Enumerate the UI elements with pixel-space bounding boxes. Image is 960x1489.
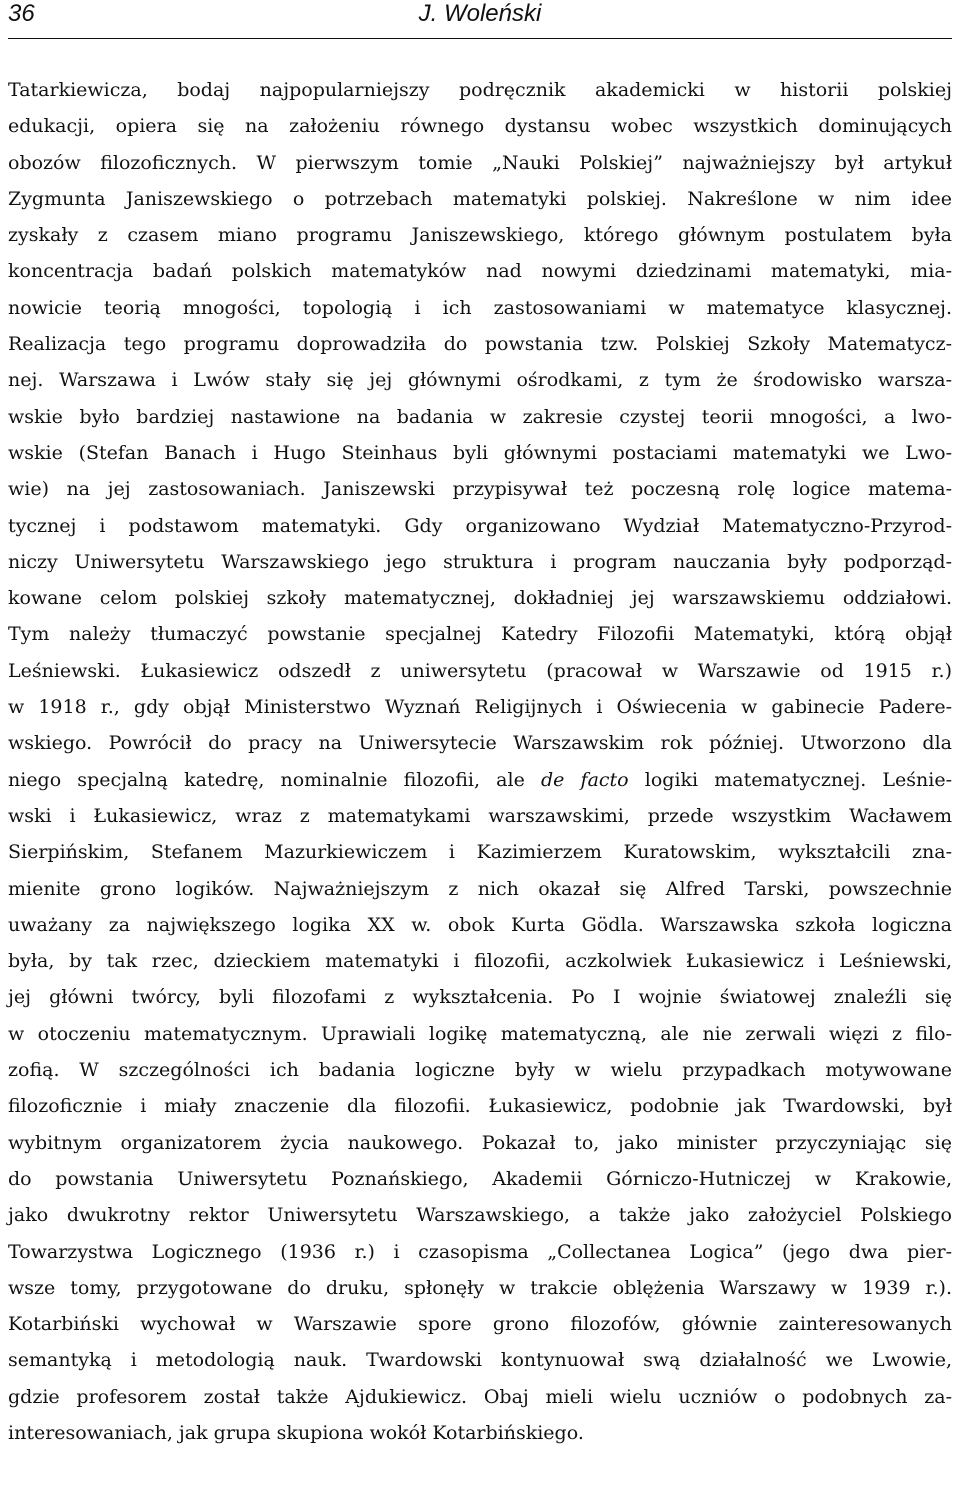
page-number: 36: [8, 0, 35, 27]
text-line: Realizacja tego programu doprowadziła do powstania tzw. Polskiej Szkoły Matematycz-: [8, 333, 952, 356]
text-line: Kotarbiński wychował w Warszawie spore grono filozofów, głównie zainteresowanych: [8, 1313, 952, 1336]
text-line: Sierpińskim, Stefanem Mazurkiewiczem i Kazimierzem Kuratowskim, wykształcili zna-: [8, 841, 952, 864]
text-line: semantyką i metodologią nauk. Twardowski kontynuował swą działalność we Lwowie,: [8, 1349, 952, 1372]
text-line: w 1918 r., gdy objął Ministerstwo Wyznań Religijnych i Oświecenia w gabinecie Padere-: [8, 696, 952, 719]
text-line: Tatarkiewicza, bodaj najpopularniejszy podręcznik akademicki w historii polskiej: [8, 79, 952, 101]
text-line: interesowaniach, jak grupa skupiona wokół Kotarbińskiego.: [8, 1421, 584, 1444]
text-line: do powstania Uniwersytetu Poznańskiego, Akademii Górniczo-Hutniczej w Krakowie,: [8, 1167, 952, 1190]
text-line: wybitnym organizatorem życia naukowego. Pokazał to, jako minister przyczyniając się: [8, 1131, 952, 1154]
text-line: niczy Uniwersytetu Warszawskiego jego struktura i program nauczania były podporząd-: [8, 550, 952, 573]
text-line: jej główni twórcy, byli filozofami z wykształcenia. Po I wojnie światowej znaleźli się: [8, 986, 952, 1009]
body-text: [8, 72, 952, 1451]
text-line: filozoficznie i miały znaczenie dla filozofii. Łukasiewicz, podobnie jak Twardowski, był: [8, 1095, 952, 1118]
text-line: wie) na jej zastosowaniach. Janiszewski przypisywał też poczesną rolę logice matema-: [8, 478, 952, 501]
text-line: wski i Łukasiewicz, wraz z matematykami warszawskimi, przede wszystkim Wacławem: [8, 804, 952, 827]
text-line: wskie (Stefan Banach i Hugo Steinhaus byli głównymi postaciami matematyki we Lwo-: [8, 441, 952, 464]
text-line: Towarzystwa Logicznego (1936 r.) i czasopisma „Collectanea Logica” (jego dwa pier-: [8, 1240, 952, 1263]
text-line: Tym należy tłumaczyć powstanie specjalnej Katedry Filozofii Matematyki, którą objął: [8, 623, 952, 646]
italic-phrase: de facto: [540, 768, 629, 791]
text-line: zofią. W szczególności ich badania logiczne były w wielu przypadkach motywowane: [8, 1059, 952, 1082]
text-line: obozów filozoficznych. W pierwszym tomie „Nauki Polskiej” najważniejszy był artykuł: [8, 151, 952, 174]
text-line: niego specjalną katedrę, nominalnie filozofii, ale de facto logiki matematycznej. Leśnie-: [8, 768, 952, 791]
text-line: była, by tak rzec, dzieckiem matematyki i filozofii, aczkolwiek Łukasiewicz i Leśniewski,: [8, 950, 952, 973]
text-line: mienite grono logików. Najważniejszym z nich okazał się Alfred Tarski, powszechnie: [8, 877, 952, 900]
text-line: tycznej i podstawom matematyki. Gdy organizowano Wydział Matematyczno-Przyrod-: [8, 514, 952, 537]
text-line: zyskały z czasem miano programu Janiszewskiego, którego głównym postulatem była: [8, 224, 952, 247]
text-line: uważany za największego logika XX w. obok Kurta Gödla. Warszawska szkoła logiczna: [8, 913, 952, 936]
text-line: w otoczeniu matematycznym. Uprawiali logikę matematyczną, ale nie zerwali więzi z filo-: [8, 1022, 952, 1045]
text-line: wskiego. Powrócił do pracy na Uniwersytecie Warszawskim rok później. Utworzono dla: [8, 732, 952, 755]
page-header: [8, 0, 952, 34]
text-line: Leśniewski. Łukasiewicz odszedł z uniwersytetu (pracował w Warszawie od 1915 r.): [8, 659, 952, 682]
header-rule: [8, 38, 952, 39]
text-line: jako dwukrotny rektor Uniwersytetu Warszawskiego, a także jako założyciel Polskiego: [8, 1204, 952, 1227]
text-line: nej. Warszawa i Lwów stały się jej głównymi ośrodkami, z tym że środowisko warsza-: [8, 369, 952, 392]
text-line: wsze tomy, przygotowane do druku, spłonęły w trakcie oblężenia Warszawy w 1939 r.).: [8, 1276, 952, 1299]
text-line: wskie było bardziej nastawione na badania w zakresie czystej teorii mnogości, a lwo-: [8, 405, 952, 428]
running-head: J. Woleński: [418, 0, 542, 27]
text-line: edukacji, opiera się na założeniu równego dystansu wobec wszystkich dominujących: [8, 115, 952, 138]
text-line: koncentracja badań polskich matematyków nad nowymi dziedzinami matematyki, mia-: [8, 260, 952, 283]
text-line: kowane celom polskiej szkoły matematycznej, dokładniej jej warszawskiemu oddziałowi.: [8, 587, 952, 610]
text-line: gdzie profesorem został także Ajdukiewicz. Obaj mieli wielu uczniów o podobnych za-: [8, 1385, 952, 1408]
text-line: nowicie teorią mnogości, topologią i ich zastosowaniami w matematyce klasycznej.: [8, 296, 952, 319]
text-line: Zygmunta Janiszewskiego o potrzebach matematyki polskiej. Nakreślone w nim idee: [8, 187, 952, 210]
